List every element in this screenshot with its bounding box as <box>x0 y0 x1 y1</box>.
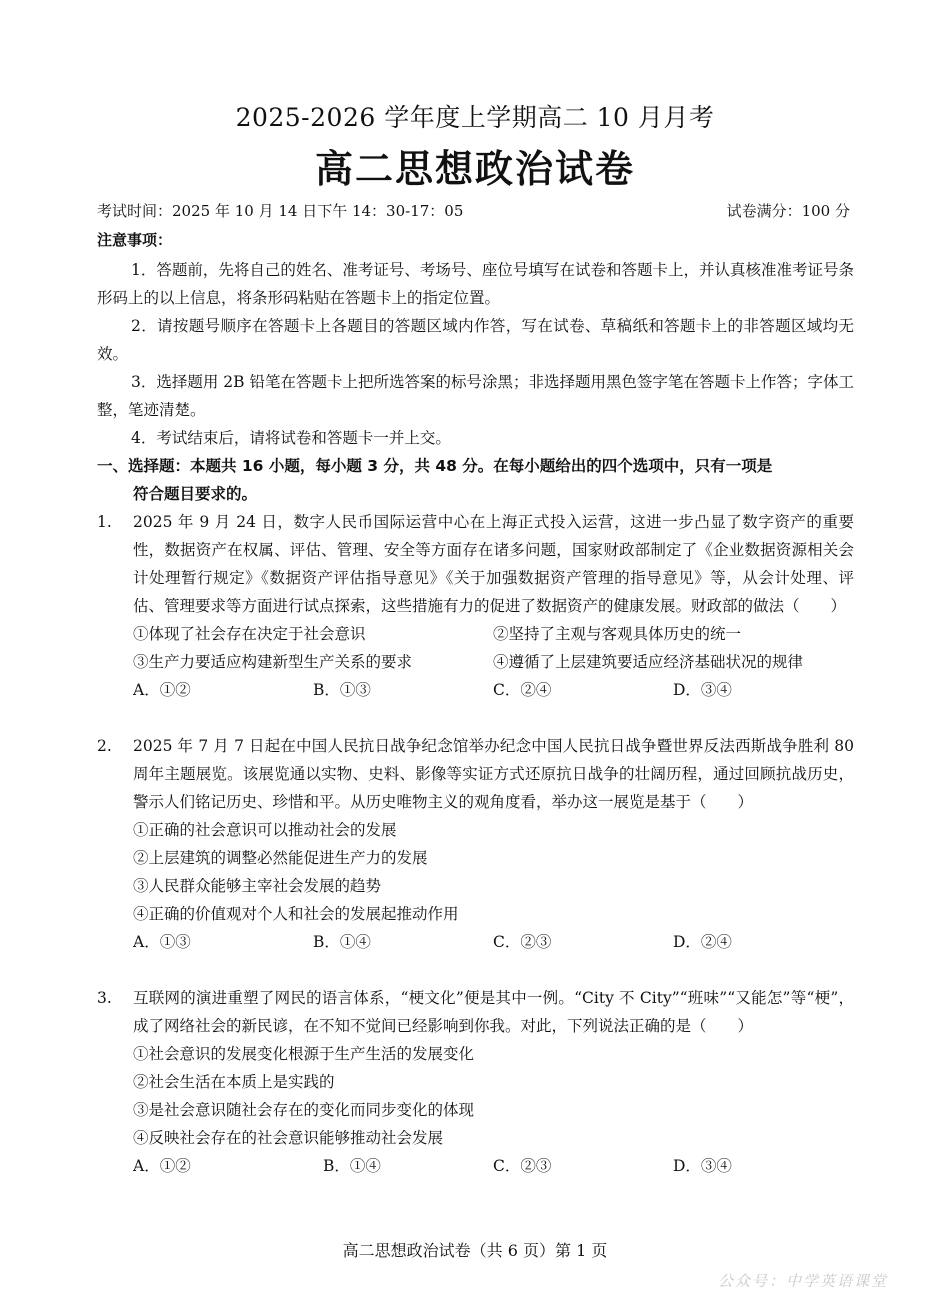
section-heading <box>97 452 854 508</box>
choice-row <box>133 928 854 956</box>
choice-a: A．①② <box>133 681 191 699</box>
statement-item: ①体现了社会存在决定于社会意识 <box>133 625 366 643</box>
choice-d: D．②④ <box>673 933 732 951</box>
statement-row <box>133 620 854 648</box>
statement-item: ④正确的价值观对个人和社会的发展起推动作用 <box>133 905 459 923</box>
choice-row <box>133 676 854 704</box>
statement-item: ③生产力要适应构建新型生产关系的要求 <box>133 653 413 671</box>
statement-item: ①正确的社会意识可以推动社会的发展 <box>133 821 397 839</box>
statement-item: ②社会生活在本质上是实践的 <box>133 1073 335 1091</box>
section-heading-line2: 符合题目要求的。 <box>133 485 258 503</box>
choice-c: C．②③ <box>493 933 552 951</box>
exam-title-line1: 2025-2026 学年度上学期高二 10 月月考 <box>235 103 715 132</box>
choice-b: B．①④ <box>313 933 371 951</box>
exam-meta <box>97 200 850 221</box>
statement-item: ③是社会意识随社会存在的变化而同步变化的体现 <box>133 1101 475 1119</box>
statement-item: ④反映社会存在的社会意识能够推动社会发展 <box>133 1129 444 1147</box>
choice-d: D．③④ <box>673 1157 732 1175</box>
watermark: 公众号：中学英语课堂 <box>718 1272 889 1290</box>
statement-item: ②坚持了主观与客观具体历史的统一 <box>493 625 742 643</box>
statement-item: ①社会意识的发展变化根源于生产生活的发展变化 <box>133 1045 475 1063</box>
notice-item-4: 4．考试结束后，请将试卷和答题卡一并上交。 <box>131 429 451 447</box>
choice-b: B．①③ <box>313 681 371 699</box>
choice-row <box>133 1152 854 1180</box>
question-3 <box>97 984 854 1180</box>
question-stem: 2025 年 7 月 7 日起在中国人民抗日战争纪念馆举办纪念中国人民抗日战争暨世界反法西斯战争胜利 80 周年主题展览。该展览通以实物、史料、影像等实证方式还原抗日战争的壮阔历程，通过回顾抗战历史，警示人们铭记历史、珍惜和平。从历史唯物主义的观角度看，举办这一展览是基于（ ） <box>133 737 854 811</box>
question-stem: 2025 年 9 月 24 日，数字人民币国际运营中心在上海正式投入运营，这进一步凸显了数字资产的重要性，数据资产在权属、评估、管理、安全等方面存在诸多问题，国家财政部制定了《企业数据资源相关会计处理暂行规定》《数据资产评估指导意见》《关于加强数据资产管理的指导意见》等，从会计处理、评估、管理要求等方面进行试点探索，这些措施有力的促进了数据资产的健康发展。财政部的做法（ ） <box>133 513 854 615</box>
full-score: 试卷满分：100 分 <box>726 202 850 220</box>
question-stem: 互联网的演进重塑了网民的语言体系，“梗文化”便是其中一例。“City 不 City”“班味”“又能怎”等“梗”，成了网络社会的新民谚，在不知不觉间已经影响到你我。对此，下列说法正确的是（ ） <box>133 989 854 1035</box>
notice-item-1: 1．答题前，先将自己的姓名、准考证号、考场号、座位号填写在试卷和答题卡上，并认真核准准考证号条形码上的以上信息，将条形码粘贴在答题卡上的指定位置。 <box>97 261 854 307</box>
choice-c: C．②④ <box>493 681 552 699</box>
question-2 <box>97 732 854 956</box>
page-footer: 高二思想政治试卷（共 6 页）第 1 页 <box>342 1241 608 1260</box>
choice-a: A．①③ <box>133 933 191 951</box>
notice-item-2: 2．请按题号顺序在答题卡上各题目的答题区域内作答，写在试卷、草稿纸和答题卡上的非答题区域均无效。 <box>97 317 854 363</box>
statement-item: ④遵循了上层建筑要适应经济基础状况的规律 <box>493 653 804 671</box>
exam-time: 考试时间：2025 年 10 月 14 日下午 14：30-17：05 <box>97 202 464 220</box>
choice-a: A．①② <box>133 1157 191 1175</box>
statement-item: ③人民群众能够主宰社会发展的趋势 <box>133 877 382 895</box>
notice-heading: 注意事项： <box>97 231 173 249</box>
notice-item-3: 3．选择题用 2B 铅笔在答题卡上把所选答案的标号涂黑；非选择题用黑色签字笔在答题卡上作答；字体工整，笔迹清楚。 <box>97 373 854 419</box>
question-1 <box>97 508 854 704</box>
statement-row <box>133 648 854 676</box>
choice-d: D．③④ <box>673 681 732 699</box>
choice-c: C．②③ <box>493 1157 552 1175</box>
question-number: 2. <box>97 737 112 755</box>
question-number: 1. <box>97 513 112 531</box>
statement-item: ②上层建筑的调整必然能促进生产力的发展 <box>133 849 428 867</box>
choice-b: B．①④ <box>323 1157 381 1175</box>
exam-title-subject: 高二思想政治试卷 <box>314 147 635 191</box>
question-number: 3. <box>97 989 112 1007</box>
section-heading-line1: 一、选择题：本题共 16 小题，每小题 3 分，共 48 分。在每小题给出的四个选项中，只有一项是 <box>97 457 773 475</box>
